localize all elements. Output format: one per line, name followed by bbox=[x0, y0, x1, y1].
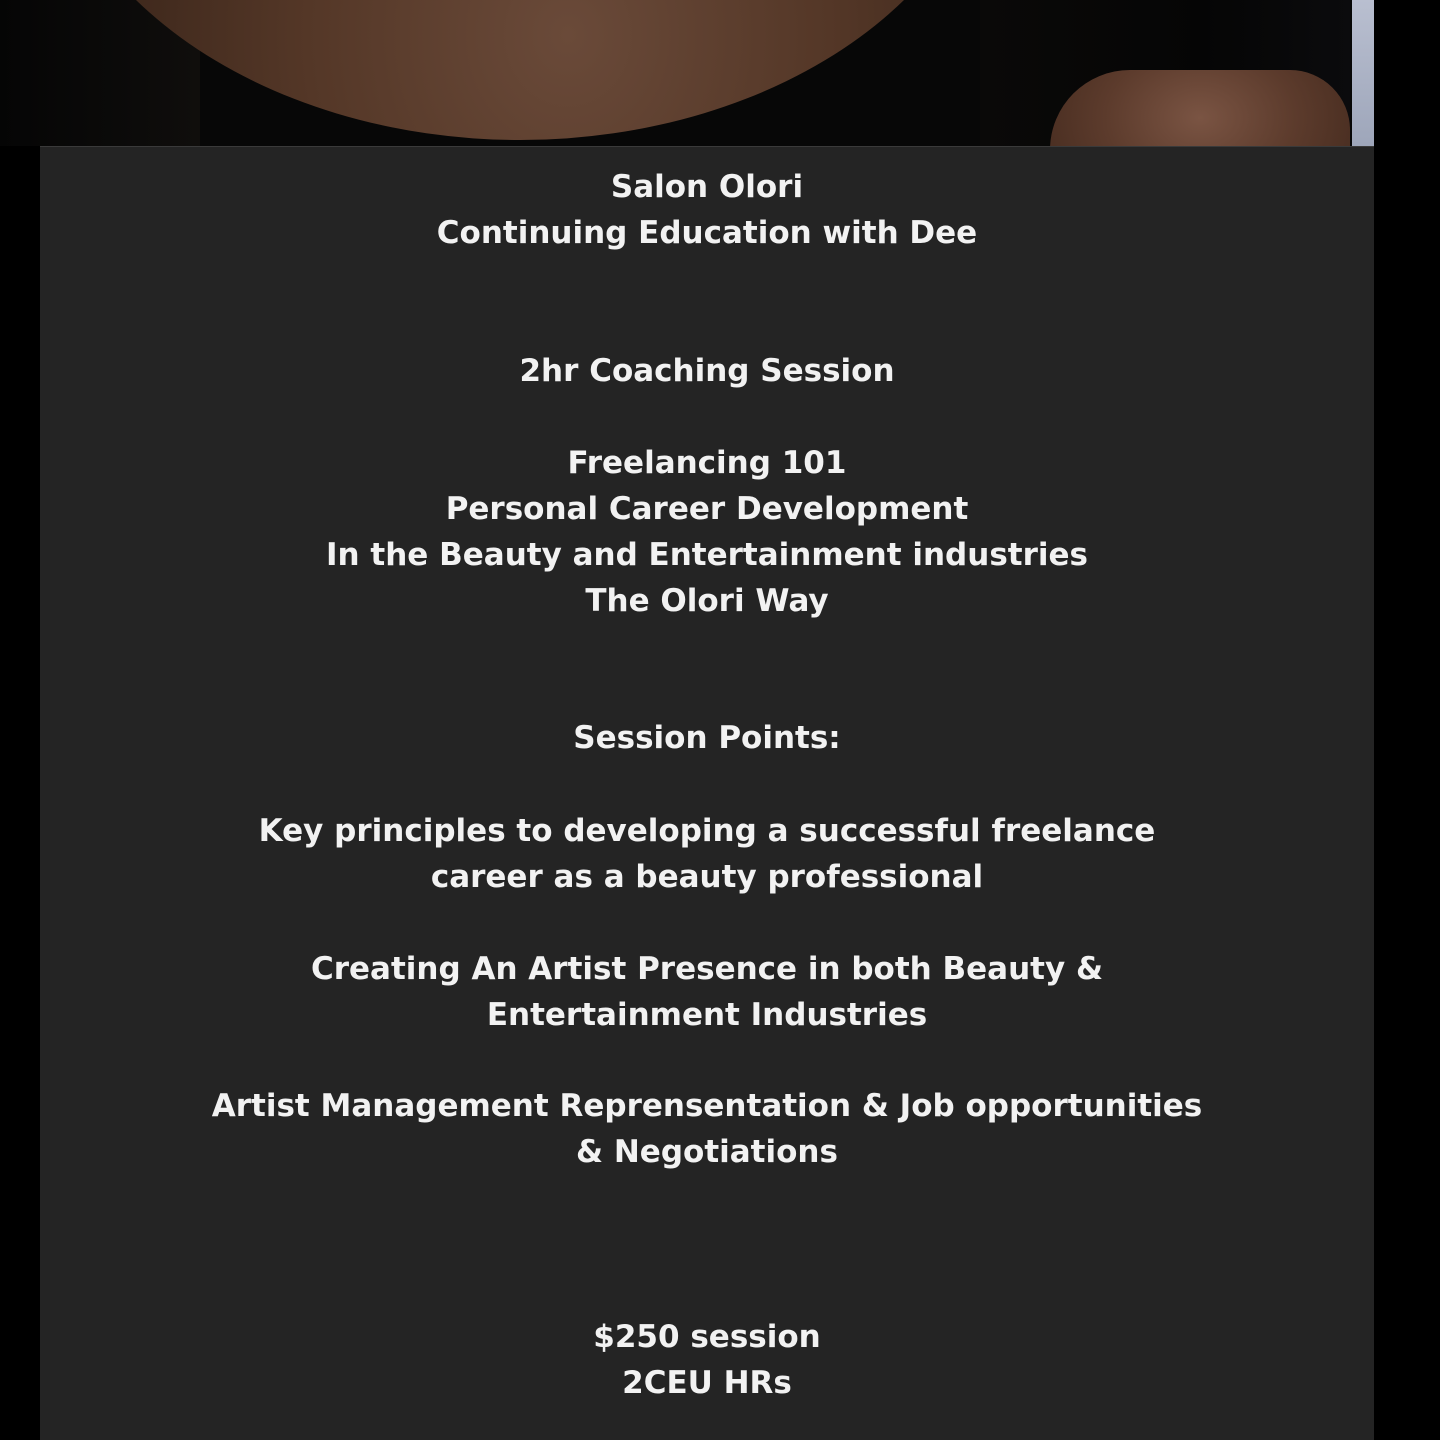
photo-edge bbox=[1374, 0, 1440, 146]
session-format: 2hr Coaching Session bbox=[519, 353, 895, 389]
portrait-photo bbox=[0, 0, 1440, 146]
session-points-heading: Session Points: bbox=[573, 720, 841, 756]
session-point-line: Entertainment Industries bbox=[486, 997, 928, 1033]
topic-line: In the Beauty and Entertainment industries bbox=[326, 537, 1088, 573]
business-name: Salon Olori bbox=[610, 169, 804, 205]
session-point-line: career as a beauty professional bbox=[430, 859, 984, 895]
program-title: Continuing Education with Dee bbox=[436, 215, 978, 251]
session-point-line: Key principles to developing a successful freelance bbox=[258, 813, 1156, 849]
info-panel bbox=[40, 146, 1374, 1440]
photo-background-strip bbox=[1352, 0, 1374, 146]
topic-line: Freelancing 101 bbox=[567, 445, 847, 481]
session-point-line: Creating An Artist Presence in both Beauty & bbox=[310, 951, 1104, 987]
photo-hand bbox=[1050, 70, 1350, 146]
topic-line: Personal Career Development bbox=[445, 491, 969, 527]
session-point-line: & Negotiations bbox=[576, 1134, 838, 1170]
session-price: $250 session bbox=[593, 1319, 821, 1355]
topic-line: The Olori Way bbox=[585, 583, 829, 619]
ceu-hours: 2CEU HRs bbox=[622, 1365, 792, 1401]
session-point-line: Artist Management Reprensentation & Job opportunities bbox=[211, 1088, 1203, 1124]
